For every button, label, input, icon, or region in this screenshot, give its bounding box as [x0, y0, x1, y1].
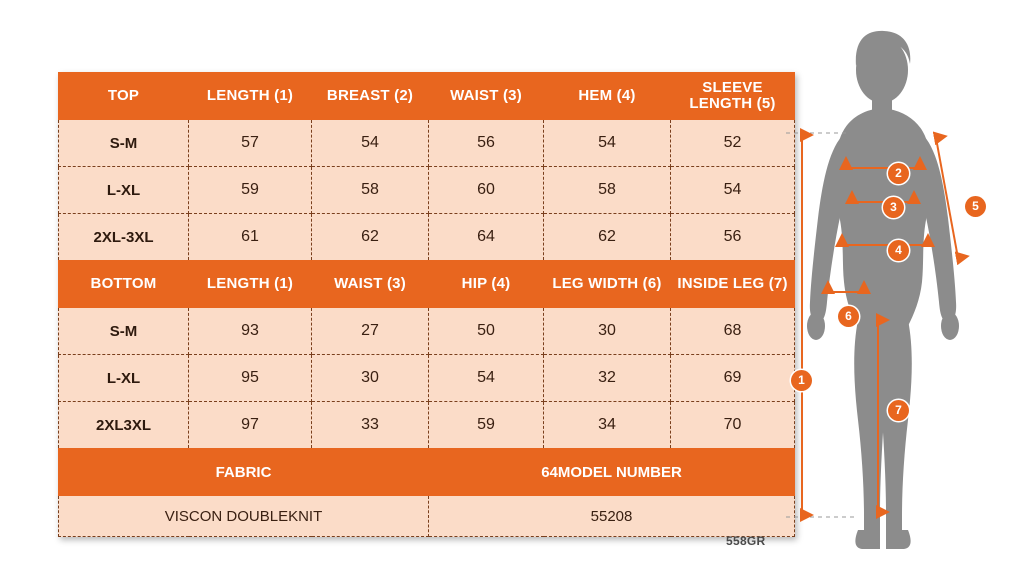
table-row	[59, 308, 795, 355]
row-label-2xl3xl: 2XL-3XL	[59, 214, 189, 261]
header-cell-waist: WAIST (3)	[429, 73, 544, 120]
cell-value: 50	[429, 308, 544, 355]
header-cell-waist: WAIST (3)	[312, 261, 429, 308]
cell-value: 54	[544, 120, 671, 167]
badge-4: 4	[888, 240, 909, 261]
cell-value: 52	[671, 120, 795, 167]
table-header-top	[59, 73, 795, 120]
table-row	[59, 214, 795, 261]
badge-7: 7	[888, 400, 909, 421]
measurement-figure	[780, 20, 1024, 564]
header-cell-bottom: BOTTOM	[59, 261, 189, 308]
cell-value: 54	[312, 120, 429, 167]
cell-value: 68	[671, 308, 795, 355]
cell-value: 58	[312, 167, 429, 214]
cell-value: 70	[671, 402, 795, 449]
cell-value: 62	[544, 214, 671, 261]
row-label-sm: S-M	[59, 120, 189, 167]
table-footer-values	[59, 496, 795, 537]
row-label-lxl: L-XL	[59, 355, 189, 402]
badge-5: 5	[965, 196, 986, 217]
row-label-lxl: L-XL	[59, 167, 189, 214]
header-cell-fabric: FABRIC	[59, 449, 429, 496]
cell-value: 58	[544, 167, 671, 214]
cell-value: 93	[189, 308, 312, 355]
cell-value: 54	[671, 167, 795, 214]
cell-value: 62	[312, 214, 429, 261]
header-cell-sleeve: SLEEVE LENGTH (5)	[671, 73, 795, 120]
cell-value: 54	[429, 355, 544, 402]
cell-value: 30	[544, 308, 671, 355]
cell-value: 59	[429, 402, 544, 449]
cell-value: 56	[429, 120, 544, 167]
cell-value: 97	[189, 402, 312, 449]
size-chart-table	[58, 72, 795, 537]
table-header-bottom	[59, 261, 795, 308]
cell-value: 61	[189, 214, 312, 261]
header-cell-top: TOP	[59, 73, 189, 120]
header-cell-inside-leg: INSIDE LEG (7)	[671, 261, 795, 308]
cell-value: 59	[189, 167, 312, 214]
header-cell-breast: BREAST (2)	[312, 73, 429, 120]
badge-6: 6	[838, 306, 859, 327]
cell-value: 27	[312, 308, 429, 355]
header-cell-hem: HEM (4)	[544, 73, 671, 120]
header-cell-length: LENGTH (1)	[189, 73, 312, 120]
product-code-label: 558GR	[726, 534, 766, 548]
cell-value: 30	[312, 355, 429, 402]
header-cell-length: LENGTH (1)	[189, 261, 312, 308]
badge-1: 1	[791, 370, 812, 391]
table-row	[59, 355, 795, 402]
header-cell-model-number: 64MODEL NUMBER	[429, 449, 795, 496]
row-label-sm: S-M	[59, 308, 189, 355]
header-cell-leg-width: LEG WIDTH (6)	[544, 261, 671, 308]
table-row	[59, 402, 795, 449]
female-body-silhouette-icon	[780, 20, 1024, 564]
table-row	[59, 120, 795, 167]
cell-value: 32	[544, 355, 671, 402]
table-row	[59, 167, 795, 214]
cell-value: 95	[189, 355, 312, 402]
cell-value: 56	[671, 214, 795, 261]
table-footer-header	[59, 449, 795, 496]
cell-value: 64	[429, 214, 544, 261]
cell-value: 34	[544, 402, 671, 449]
badge-3: 3	[883, 197, 904, 218]
cell-value: 33	[312, 402, 429, 449]
cell-model-number-value: 55208	[429, 496, 795, 537]
cell-fabric-value: VISCON DOUBLEKNIT	[59, 496, 429, 537]
badge-2: 2	[888, 163, 909, 184]
cell-value: 57	[189, 120, 312, 167]
header-cell-hip: HIP (4)	[429, 261, 544, 308]
cell-value: 69	[671, 355, 795, 402]
row-label-2xl3xl: 2XL3XL	[59, 402, 189, 449]
cell-value: 60	[429, 167, 544, 214]
